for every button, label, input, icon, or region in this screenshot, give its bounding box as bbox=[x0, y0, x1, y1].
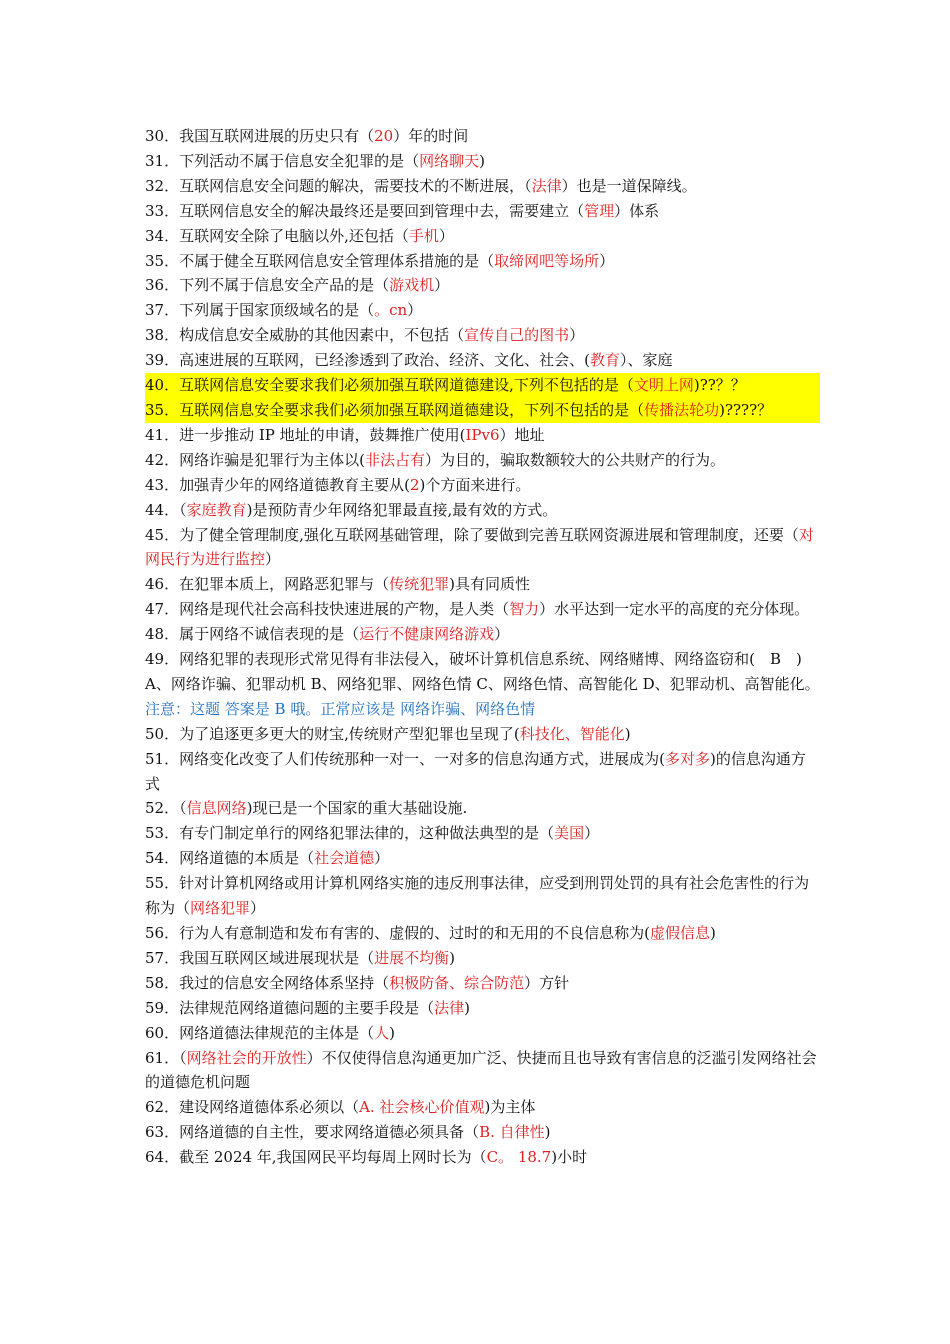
answer-text: 手机 bbox=[408, 226, 439, 245]
question-text: 46．在犯罪本质上，网路恶犯罪与（ bbox=[145, 575, 390, 594]
question-item bbox=[145, 423, 820, 448]
question-text: 30．我国互联网进展的历史只有（ bbox=[145, 127, 375, 145]
question-text: ） bbox=[434, 276, 450, 295]
question-text: 32．互联网信息安全问题的解决，需要技术的不断进展，（ bbox=[145, 176, 532, 195]
answer-text: 科技化、智能化 bbox=[519, 724, 625, 743]
question-text: 63．网络道德的自主性，要求网络道德必须具备（ bbox=[145, 1123, 480, 1142]
question-item bbox=[145, 921, 820, 946]
answer-text: 游戏机 bbox=[389, 276, 435, 295]
answer-text: 网络社会的开放性 bbox=[186, 1048, 307, 1067]
question-text: )??？？ bbox=[693, 376, 746, 395]
answer-text: 教育 bbox=[589, 351, 620, 370]
question-item bbox=[145, 149, 820, 174]
question-text: 49．网络犯罪的表现形式常见得有非法侵入，破坏计算机信息系统、网络赌博、网络盗窃和( B ) A、网络诈骗、犯罪动机 B、网络犯罪、网络色情 C、网络色情、高智能化 D、犯罪动机、高智能化。 bbox=[145, 650, 820, 693]
question-text: 35．不属于健全互联网信息安全管理体系措施的是（ bbox=[145, 251, 495, 270]
question-item bbox=[145, 199, 820, 224]
question-text: ） bbox=[494, 625, 510, 644]
question-text: ） bbox=[438, 226, 454, 245]
question-text: ）为目的，骗取数额较大的公共财产的行为。 bbox=[424, 450, 725, 469]
question-text: 61．（ bbox=[145, 1048, 187, 1067]
question-text: ）地址 bbox=[499, 425, 545, 444]
answer-text: 传统犯罪 bbox=[389, 575, 450, 594]
question-item bbox=[145, 597, 820, 622]
question-text: 42．网络诈骗是犯罪行为主体以( bbox=[145, 450, 365, 469]
question-text: 57．我国互联网区域进展现状是（ bbox=[145, 948, 375, 967]
question-item bbox=[145, 249, 820, 274]
question-item bbox=[145, 498, 820, 523]
question-text: ) bbox=[624, 724, 631, 743]
question-text: 54．网络道德的本质是（ bbox=[145, 849, 315, 868]
question-item bbox=[145, 224, 820, 249]
question-text: ) bbox=[544, 1123, 551, 1142]
question-item bbox=[145, 373, 820, 398]
question-item bbox=[145, 1046, 820, 1096]
question-text: ) bbox=[709, 924, 716, 942]
question-text: 60．网络道德法律规范的主体是（ bbox=[145, 1023, 375, 1042]
answer-text: 进展不均衡 bbox=[374, 948, 450, 967]
answer-text: 法律 bbox=[531, 176, 562, 195]
question-item bbox=[145, 1095, 820, 1120]
answer-text: 社会道德 bbox=[314, 849, 375, 868]
answer-text: 智力 bbox=[509, 600, 540, 619]
answer-text: 家庭教育 bbox=[186, 500, 247, 519]
question-item bbox=[145, 946, 820, 971]
answer-text: 美国 bbox=[554, 824, 585, 843]
question-text: 45．为了健全管理制度,强化互联网基础管理，除了要做到完善互联网资源进展和管理制度，还要（ bbox=[145, 525, 799, 544]
question-item bbox=[145, 473, 820, 498]
answer-text: 网络聊天 bbox=[419, 151, 480, 170]
answer-text: 积极防备、综合防范 bbox=[389, 973, 525, 992]
question-text: 62．建设网络道德体系必须以（ bbox=[145, 1098, 360, 1117]
question-text: 64．截至 2024 年,我国网民平均每周上网时长为（ bbox=[145, 1148, 487, 1167]
answer-text: 取缔网吧等场所 bbox=[494, 251, 600, 270]
question-text: ) bbox=[479, 151, 485, 170]
question-item bbox=[145, 1021, 820, 1046]
question-text: ） bbox=[374, 849, 390, 868]
note-text: 注意：这题 答案是 B 哦。正常应该是 网络诈骗、网络色情 bbox=[145, 699, 536, 718]
question-item bbox=[145, 448, 820, 473]
question-text: ）也是一道保障线。 bbox=[561, 176, 697, 195]
question-item bbox=[145, 348, 820, 373]
question-text: )现已是一个国家的重大基础设施. bbox=[246, 799, 468, 818]
question-text: )为主体 bbox=[484, 1098, 536, 1117]
question-text: 59．法律规范网络道德问题的主要手段是（ bbox=[145, 998, 435, 1017]
question-text: )小时 bbox=[551, 1148, 588, 1167]
question-text: 47．网络是现代社会高科技快速进展的产物，是人类（ bbox=[145, 600, 510, 619]
question-text: 43．加强青少年的网络道德教育主要从( bbox=[145, 475, 410, 494]
question-text: ) bbox=[464, 998, 470, 1017]
answer-text: 虚假信息 bbox=[649, 924, 710, 942]
question-text: ) bbox=[449, 948, 455, 967]
answer-text: 传播法轮功 bbox=[644, 400, 720, 419]
question-text: 31．下列活动不属于信息安全犯罪的是（ bbox=[145, 151, 420, 170]
question-text: ) bbox=[389, 1023, 395, 1042]
answer-text: 多对多 bbox=[664, 749, 710, 768]
question-text: ） bbox=[584, 824, 600, 843]
question-item bbox=[145, 572, 820, 597]
question-item bbox=[145, 1120, 820, 1145]
question-text: 33．互联网信息安全的解决最终还是要回到管理中去，需要建立（ bbox=[145, 201, 585, 220]
question-item bbox=[145, 996, 820, 1021]
question-item bbox=[145, 821, 820, 846]
question-item bbox=[145, 124, 820, 149]
question-text: ）不仅使得信息沟通更加广泛、快捷而且也导致有害信息的泛滥引发网络社会的道德危机问题 bbox=[145, 1048, 817, 1092]
question-item bbox=[145, 174, 820, 199]
question-item bbox=[145, 298, 820, 323]
question-text: 34．互联网安全除了电脑以外,还包括（ bbox=[145, 226, 409, 245]
question-item bbox=[145, 871, 820, 921]
question-text: ）水平达到一定水平的高度的充分体现。 bbox=[539, 600, 810, 619]
answer-text: 法律 bbox=[434, 998, 465, 1017]
question-item bbox=[145, 523, 820, 573]
question-text: 37．下列属于国家顶级域名的是（ bbox=[145, 301, 375, 320]
answer-text: B. 自律性 bbox=[479, 1123, 545, 1142]
answer-text: 网络犯罪 bbox=[190, 899, 251, 918]
answer-text: C。 18.7 bbox=[486, 1148, 552, 1167]
question-item bbox=[145, 971, 820, 996]
question-text: 55．针对计算机网络或用计算机网络实施的违反刑事法律，应受到刑罚处罚的具有社会危害性的行为称为（ bbox=[145, 874, 810, 918]
question-text: 53．有专门制定单行的网络犯罪法律的，这种做法典型的是（ bbox=[145, 824, 555, 843]
answer-text: 管理 bbox=[584, 201, 615, 220]
question-text: ）方针 bbox=[524, 973, 570, 992]
question-text: ） bbox=[569, 326, 585, 345]
question-text: 40．互联网信息安全要求我们必须加强互联网道德建设,下列不包括的是（ bbox=[145, 376, 634, 395]
question-text: ） bbox=[407, 301, 423, 320]
question-text: 38．构成信息安全威胁的其他因素中，不包括（ bbox=[145, 326, 465, 345]
answer-text: 人 bbox=[374, 1023, 390, 1042]
question-text: ） bbox=[250, 899, 266, 918]
question-text: )是预防青少年网络犯罪最直接,最有效的方式。 bbox=[246, 500, 558, 519]
question-item bbox=[145, 273, 820, 298]
question-text: 35．互联网信息安全要求我们必须加强互联网道德建设，下列不包括的是（ bbox=[145, 400, 645, 419]
answer-text: 宣传自己的图书 bbox=[464, 326, 570, 345]
answer-text: 非法占有 bbox=[364, 450, 425, 469]
question-text: 39．高速进展的互联网，已经渗透到了政治、经济、文化、社会、( bbox=[145, 351, 590, 370]
question-item bbox=[145, 647, 820, 722]
question-item bbox=[145, 796, 820, 821]
answer-text: A. 社会核心价值观 bbox=[359, 1098, 485, 1117]
answer-text: 信息网络 bbox=[186, 799, 247, 818]
question-item bbox=[145, 622, 820, 647]
question-text: ） bbox=[265, 550, 281, 569]
answer-text: 文明上网 bbox=[633, 376, 694, 395]
question-text: ） bbox=[599, 251, 615, 270]
question-text: 51．网络变化改变了人们传统那种一对一、一对多的信息沟通方式，进展成为( bbox=[145, 749, 665, 768]
question-item bbox=[145, 846, 820, 871]
question-text: ）体系 bbox=[614, 201, 660, 220]
answer-text: 运行不健康网络游戏 bbox=[359, 625, 495, 644]
question-text: 48．属于网络不诚信表现的是（ bbox=[145, 625, 360, 644]
question-item bbox=[145, 747, 820, 797]
question-text: 52．（ bbox=[145, 799, 187, 818]
question-text: ）、家庭 bbox=[619, 351, 673, 370]
question-text: 36．下列不属于信息安全产品的是（ bbox=[145, 276, 390, 295]
question-text: 56．行为人有意制造和发布有害的、虚假的、过时的和无用的不良信息称为( bbox=[145, 924, 650, 942]
question-item bbox=[145, 398, 820, 423]
question-item bbox=[145, 323, 820, 348]
answer-text: IPv6 bbox=[465, 425, 500, 444]
question-text: )个方面来进行。 bbox=[419, 475, 531, 494]
question-text: )????？ bbox=[719, 400, 773, 419]
question-text: 41．进一步推动 IP 地址的申请，鼓舞推广使用( bbox=[145, 425, 466, 444]
question-text: ）年的时间 bbox=[393, 127, 469, 145]
question-text: )的信息沟通方式 bbox=[145, 749, 806, 793]
question-item bbox=[145, 722, 820, 747]
question-text: 50．为了追逐更多更大的财宝,传统财产型犯罪也呈现了( bbox=[145, 724, 520, 743]
question-text: 58．我过的信息安全网络体系坚持（ bbox=[145, 973, 390, 992]
question-item bbox=[145, 1145, 820, 1170]
answer-text: 2 bbox=[409, 475, 420, 494]
answer-text: 。cn bbox=[374, 301, 408, 320]
question-text: )具有同质性 bbox=[449, 575, 530, 594]
question-text: 44．（ bbox=[145, 500, 187, 519]
answer-text: 对网民行为进行监控 bbox=[145, 525, 814, 569]
answer-text: 20 bbox=[374, 127, 394, 145]
